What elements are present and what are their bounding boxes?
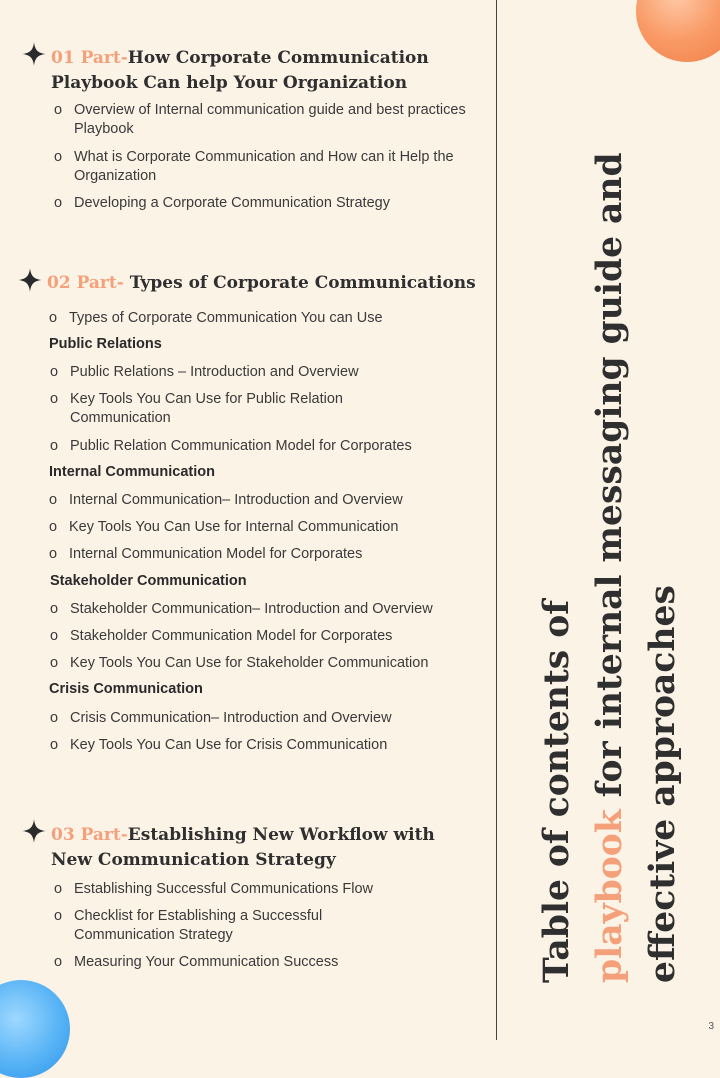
section-02-heading — [47, 271, 476, 296]
list-item: o Overview of Internal communication guide and best practices Playbook — [54, 102, 466, 137]
list-item: o Crisis Communication– Introduction and Overview — [50, 710, 392, 726]
bullet-marker: o — [54, 102, 63, 118]
title-line-1: Table of contents of — [536, 599, 577, 983]
title-container — [508, 8, 712, 1018]
list-item: o What is Corporate Communication and How can it Help the Organization — [54, 149, 454, 184]
list-item: o Internal Communication– Introduction and Overview — [49, 492, 403, 508]
page-number: 3 — [708, 1021, 714, 1032]
sparkle-icon — [18, 268, 42, 292]
list-item: o Public Relation Communication Model for Corporates — [50, 438, 412, 454]
bullet-marker: o — [50, 601, 59, 617]
bullet-marker: o — [54, 954, 63, 970]
bullet-marker: o — [50, 710, 59, 726]
title-line-2: for internal messaging guide and — [589, 152, 630, 810]
list-item: o Public Relations – Introduction and Overview — [50, 364, 359, 380]
section-02-heading-text: Types of Corporate Communications — [123, 273, 476, 293]
bullet-marker: o — [50, 655, 59, 671]
section-02-part-label: 02 Part- — [47, 273, 124, 293]
group-label-crisis-communication: Crisis Communication — [49, 681, 203, 697]
section-03-part-label: 03 Part- — [51, 825, 128, 845]
list-item: o Establishing Successful Communications Flow — [54, 881, 373, 897]
bullet-marker: o — [54, 881, 63, 897]
section-01-heading — [51, 46, 429, 96]
list-item: o Key Tools You Can Use for Internal Communication — [49, 519, 399, 535]
sparkle-icon — [22, 819, 46, 843]
title-line-3: effective approaches — [642, 585, 683, 983]
bullet-marker: o — [50, 628, 59, 644]
bullet-marker: o — [50, 364, 59, 380]
group-label-internal-communication: Internal Communication — [49, 464, 215, 480]
bullet-marker: o — [54, 908, 63, 924]
list-item: o Key Tools You Can Use for Stakeholder Communication — [50, 655, 429, 671]
group-label-stakeholder-communication: Stakeholder Communication — [50, 573, 247, 589]
section-01-heading-line2: Playbook Can help Your Organization — [51, 73, 408, 93]
bullet-marker: o — [50, 737, 59, 753]
list-item: o Internal Communication Model for Corporates — [49, 546, 363, 562]
list-item: o Stakeholder Communication Model for Corporates — [50, 628, 393, 644]
vertical-divider — [496, 0, 497, 1040]
section-03-heading — [51, 823, 435, 873]
bullet-marker: o — [49, 492, 58, 508]
sparkle-icon — [22, 42, 46, 66]
page-title — [531, 43, 690, 983]
bullet-marker: o — [50, 438, 59, 454]
title-accent-word: playbook — [589, 809, 630, 983]
section-03-heading-line2: New Communication Strategy — [51, 850, 336, 870]
group-label-public-relations: Public Relations — [49, 336, 162, 352]
section-01-part-label: 01 Part- — [51, 48, 128, 68]
bullet-marker: o — [49, 546, 58, 562]
list-item: o Developing a Corporate Communication Strategy — [54, 195, 390, 211]
bullet-marker: o — [54, 149, 63, 165]
bullet-marker: o — [50, 391, 59, 407]
section-03-heading-text: Establishing New Workflow with — [127, 825, 435, 845]
bullet-marker: o — [49, 310, 58, 326]
decorative-blue-orb — [0, 980, 70, 1078]
list-item: o Key Tools You Can Use for Public Relation Communication — [50, 391, 343, 426]
bullet-marker: o — [49, 519, 58, 535]
list-item: o Measuring Your Communication Success — [54, 954, 339, 970]
list-item: o Checklist for Establishing a Successful Communication Strategy — [54, 908, 323, 943]
list-item: o Stakeholder Communication– Introduction and Overview — [50, 601, 433, 617]
section-01-heading-text: How Corporate Communication — [127, 48, 429, 68]
list-item: o Types of Corporate Communication You can Use — [49, 310, 383, 326]
bullet-marker: o — [54, 195, 63, 211]
list-item: o Key Tools You Can Use for Crisis Communication — [50, 737, 388, 753]
